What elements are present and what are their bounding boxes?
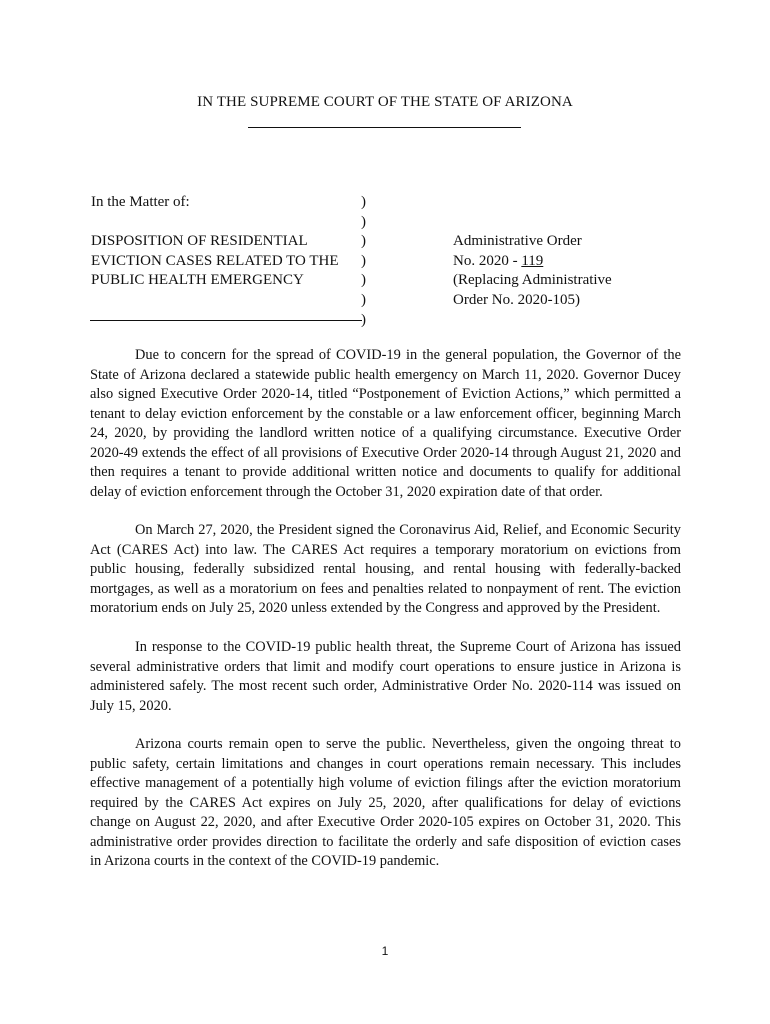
caption-rule xyxy=(90,320,362,321)
caption-left-line: PUBLIC HEALTH EMERGENCY xyxy=(91,272,304,289)
caption-paren: ) xyxy=(361,233,366,250)
order-number-block xyxy=(453,232,612,310)
body-paragraph: On March 27, 2020, the President signed the Coronavirus Aid, Relief, and Economic Security Act (CARES Act) into law. The CARES Act requires a temporary moratorium on evictions from public housing, federally subsidized rental housing, and rental housing with federally-backed mortgages, as well as a moratorium on fees and penalties related to nonpayment of rent. The eviction moratorium ends on July 25, 2020 unless extended by the Congress and approved by the President. xyxy=(90,522,681,617)
order-replacing-line: Order No. 2020-105) xyxy=(453,291,581,308)
body-paragraph: Due to concern for the spread of COVID-19 in the general population, the Governor of the State of Arizona declared a statewide public health emergency on March 11, 2020. Governor Ducey also signed Executive Order 2020-14, titled “Postponement of Eviction Actions,” which permitted a tenant to delay eviction enforcement by the constable or a law enforcement officer, beginning March 24, 2020, by providing the landlord written notice of a qualifying circumstance. Executive Order 2020-49 extends the effect of all provisions of Executive Order 2020-14 through August 21, 2020 and then requires a tenant to provide additional written notice and documents to qualify for additional delay of eviction enforcement through the October 31, 2020 expiration date of that order. xyxy=(90,347,681,500)
page-number: 1 xyxy=(381,944,389,958)
caption-left-line xyxy=(91,213,363,233)
caption-paren: ) xyxy=(361,311,366,328)
caption-left-line: EVICTION CASES RELATED TO THE xyxy=(91,252,339,269)
caption-paren: ) xyxy=(361,272,366,289)
order-number: 119 xyxy=(521,252,544,269)
court-title: IN THE SUPREME COURT OF THE STATE OF ARIZONA xyxy=(197,94,573,110)
caption-left-line: DISPOSITION OF RESIDENTIAL xyxy=(91,233,308,250)
body-paragraph: In response to the COVID-19 public health threat, the Supreme Court of Arizona has issued several administrative orders that limit and modify court operations to ensure justice in Arizona is administered safely. The most recent such order, Administrative Order No. 2020-114 was issued on July 15, 2020. xyxy=(90,639,681,714)
caption-paren: ) xyxy=(361,252,366,269)
caption-paren: ) xyxy=(361,213,366,230)
order-title: Administrative Order xyxy=(453,233,582,249)
caption-left-line: In the Matter of: xyxy=(91,194,190,210)
order-number-prefix: No. 2020 - xyxy=(453,252,522,269)
order-replacing-line: (Replacing Administrative xyxy=(453,272,612,289)
caption-matter-block xyxy=(91,193,363,311)
body-paragraph: Arizona courts remain open to serve the public. Nevertheless, given the ongoing threat to public safety, certain limitations and changes in court operations remain necessary. This includes effective management of a potentially high volume of eviction filings after the eviction moratorium required by the CARES Act expires on July 25, 2020, after qualifications for delay of evictions change on August 22, 2020, and after Executive Order 2020-105 expires on October 31, 2020. This administrative order provides direction to facilitate the orderly and safe disposition of eviction cases in Arizona courts in the context of the COVID-19 pandemic. xyxy=(90,736,681,870)
order-number-line xyxy=(453,252,612,272)
caption-left-line xyxy=(91,291,363,311)
caption-paren: ) xyxy=(361,194,366,210)
order-body xyxy=(90,346,681,891)
caption-paren-column xyxy=(361,193,366,330)
caption-paren: ) xyxy=(361,291,366,308)
title-underline xyxy=(248,127,521,128)
